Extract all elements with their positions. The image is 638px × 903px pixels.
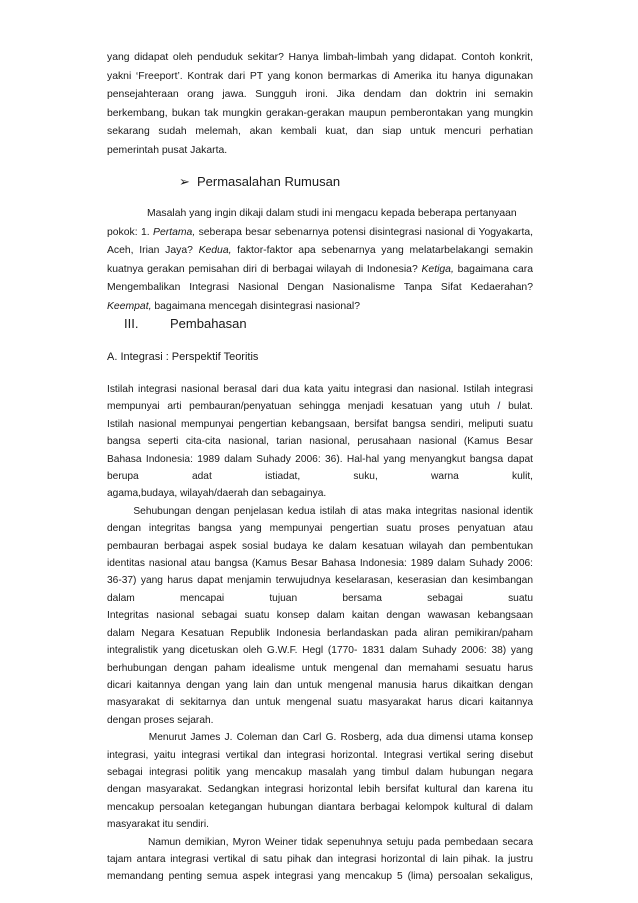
text-line: Integritas nasional sebagai suatu konsep dalam kaitan dengan wawasan kebangsaan bbox=[107, 610, 533, 622]
text-line: Keempat, bagaimana mencegah disintegrasi nasional? bbox=[107, 300, 361, 312]
text-line: Aceh, Irian Jaya? Kedua, faktor-faktor apa sebenarnya yang melatarbelakangi semakin bbox=[107, 245, 533, 256]
text-line: 36-37) yang harus dapat menjamin terwujudnya keselarasan, keserasian dan kesimbangan bbox=[107, 575, 533, 587]
text-line: mencakup persoalan ketegangan hubungan diantara berbagai kelompok kultural di dalam bbox=[107, 801, 533, 813]
heading-text: Permasalahan Rumusan bbox=[197, 174, 341, 189]
section-numeral: III. bbox=[124, 316, 139, 331]
text-line: pokok: 1. Pertama, seberapa besar sebenarnya potensi disintegrasi nasional di Yogyakarta, bbox=[107, 226, 533, 238]
heading-text: Pembahasan bbox=[170, 316, 247, 331]
arrow-bullet-icon: ➢ bbox=[179, 174, 190, 189]
text-line: kuatnya gerakan pemisahan diri di berbagai wilayah di Indonesia? Ketiga, bagaimana cara bbox=[107, 263, 533, 275]
text-line: agama,budaya, wilayah/daerah dan sebagainya. bbox=[107, 488, 327, 500]
text-line: bangsa seperti cita-cita nasional, tarian nasional, perusahaan nasional (Kamus Besar bbox=[107, 436, 533, 448]
text-line: masyarakat itu sendiri. bbox=[107, 819, 209, 831]
paragraph-integrasi bbox=[107, 381, 533, 886]
text-line: pensejahteraan orang jawa. Sungguh ironi. Jika dendam dan doktrin ini semakin bbox=[107, 89, 533, 100]
text-line: integralistik yang dicetuskan oleh G.W.F. Hegl (1770- 1831 dalam Suhady 2006: 38) yang bbox=[107, 645, 533, 657]
text-line: pembauran berbagai aspek sosial budaya ke dalam kesatuan wilayah dan pembentukan bbox=[107, 540, 533, 552]
paragraph-rumusan bbox=[107, 205, 533, 316]
text-line: masyarakat di sekitarnya dan untuk mengenal suatu masyarakat harus dicari kaitannya bbox=[107, 697, 533, 709]
text-line: sebagai integrasi politik yang mencakup masalah yang timbul dalam hubungan negara bbox=[107, 766, 533, 778]
text-line: Mengembalikan Integrasi Nasional Dengan Nasionalisme Tanpa Sifat Kedaerahan? bbox=[107, 282, 533, 293]
section-heading-pembahasan bbox=[124, 316, 247, 332]
text-line: Sehubungan dengan penjelasan kedua istilah di atas maka integritas nasional identik bbox=[107, 505, 533, 517]
text-line: yang didapat oleh penduduk sekitar? Hanya limbah-limbah yang didapat. Contoh konkrit, bbox=[107, 52, 533, 63]
text-line: dengan proses sejarah. bbox=[107, 714, 214, 726]
text-line: sekarang sudah melemah, akan kembali kuat, dan siap untuk mencuri perhatian bbox=[107, 126, 533, 137]
text-line: Istilah nasional mempunyai pengertian kebangsaan, bersifat bangsa sendiri, meliputi suatu bbox=[107, 418, 533, 430]
text-line: Istilah integrasi nasional berasal dari dua kata yaitu integrasi dan nasional. Istilah integrasi bbox=[107, 384, 533, 395]
text-line: identitas nasional atau bangsa (Kamus Besar Bahasa Indonesia: 1989 dalam Suhady 2006: bbox=[107, 558, 533, 570]
paragraph-freeport bbox=[107, 49, 533, 160]
text-line: berupa adat istiadat, suku, warna kulit, bbox=[107, 471, 533, 483]
text-line: pemerintah pusat Jakarta. bbox=[107, 144, 228, 156]
text-line: dalam Negara Kesatuan Republik Indonesia berlandaskan pada aliran pemikiran/paham bbox=[107, 627, 533, 639]
text-line: berhubungan dengan paham idealisme untuk mengenal dan memahami sesuatu harus bbox=[107, 662, 533, 674]
text-line: integrasi, yaitu integrasi vertikal dan integrasi horizontal. Integrasi vertikal sering disebut bbox=[107, 749, 533, 761]
text-line: dengan integritas bangsa yang mempunyai pengertian suatu proses penyatuan atau bbox=[107, 523, 533, 535]
text-line: mempunyai arti pembauran/penyatuan sehingga menjadi kesatuan yang utuh / bulat. bbox=[107, 401, 533, 413]
text-line: memandang penting semua aspek integrasi yang mencakup 5 (lima) persoalan sekaligus, bbox=[107, 871, 533, 883]
subsection-heading: A. Integrasi : Perspektif Teoritis bbox=[107, 351, 259, 363]
text-line: tajam antara integrasi vertikal di satu pihak dan integrasi horizontal di lain pihak. Ia justru bbox=[107, 854, 533, 866]
section-heading-rumusan bbox=[179, 174, 340, 190]
text-line: Namun demikian, Myron Weiner tidak sepenuhnya setuju pada pembedaan secara bbox=[107, 836, 533, 848]
text-line: dicari kaitannya dengan yang lain dan untuk mengenal manusia harus dikaitkan dengan bbox=[107, 679, 533, 691]
text-line: berkembang, bukan tak mungkin gerakan-gerakan maupun pemberontakan yang mungkin bbox=[107, 107, 533, 119]
text-line: dalam mencapai tujuan bersama sebagai suatu bbox=[107, 592, 533, 604]
text-line: yakni ‘Freeport’. Kontrak dari PT yang konon bermarkas di Amerika itu hanya digunakan bbox=[107, 70, 533, 82]
text-line: dengan masyarakat. Sedangkan integrasi horizontal lebih bersifat kultural dan karena itu bbox=[107, 784, 533, 796]
text-line: Masalah yang ingin dikaji dalam studi ini mengacu kepada beberapa pertanyaan bbox=[147, 208, 517, 219]
text-line: Menurut James J. Coleman dan Carl G. Rosberg, ada dua dimensi utama konsep bbox=[107, 732, 533, 744]
text-line: Bahasa Indonesia: 1989 dalam Suhady 2006: 36). Hal-hal yang menyangkut bangsa dapat bbox=[107, 453, 533, 465]
